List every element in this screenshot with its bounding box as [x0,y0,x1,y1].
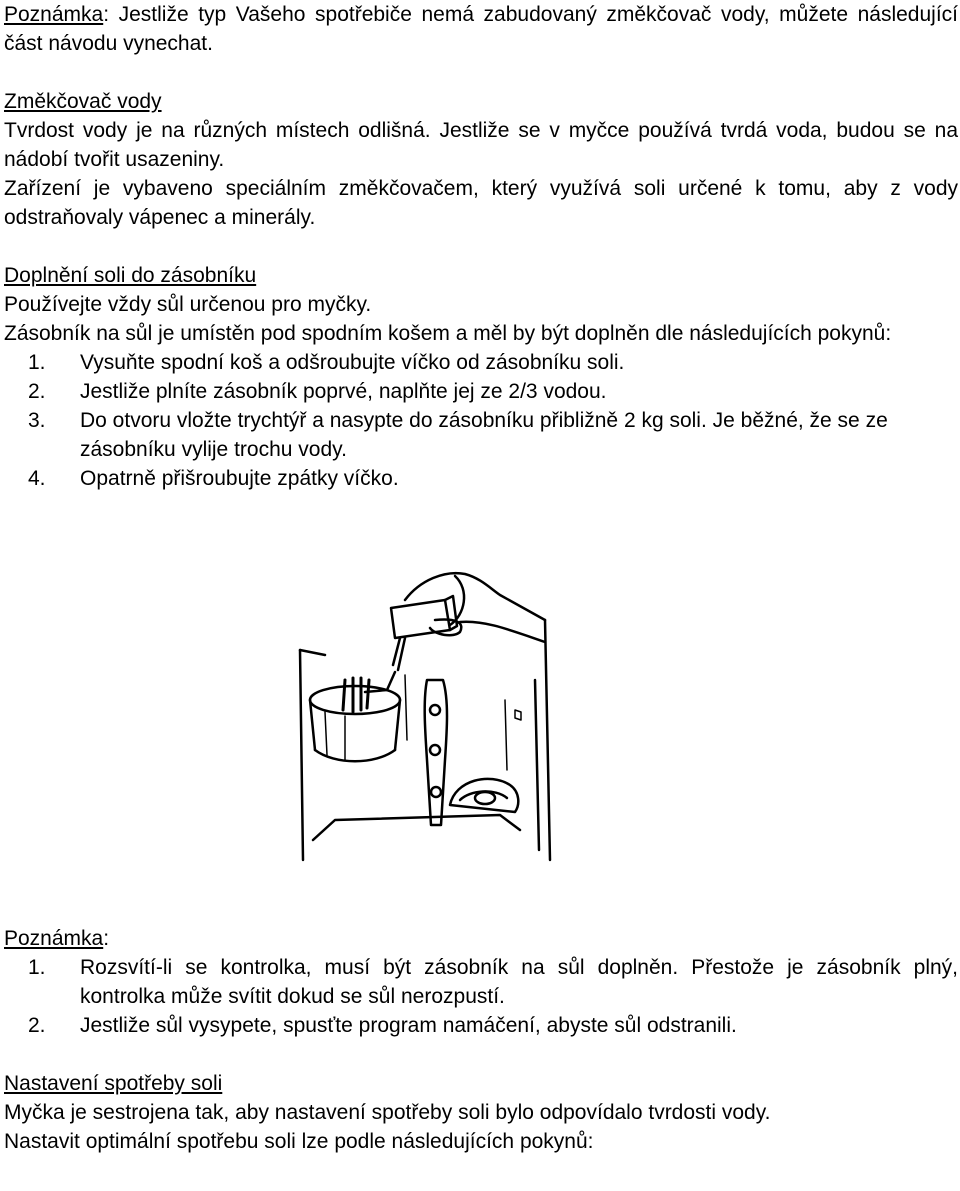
refill-steps [4,348,958,493]
intro-note [4,0,958,58]
list-item: 2. Jestliže plníte zásobník poprvé, naplňte jej ze 2/3 vodou. [28,380,607,403]
softener-paragraph-1: Tvrdost vody je na různých místech odlišná. Jestliže se v myčce používá tvrdá voda, budou se na nádobí tvořit usazeniny. [4,119,958,171]
note-label: Poznámka [4,3,104,26]
softener-heading: Změkčovač vody [4,90,162,113]
salt-refill-illustration [295,560,555,870]
refill-line-1: Používejte vždy sůl určenou pro myčky. [4,293,372,316]
consumption-paragraph-2: Nastavit optimální spotřebu soli lze podle následujících pokynů: [4,1130,594,1153]
softener-paragraph-2: Zařízení je vybaveno speciálním změkčovačem, který využívá soli určené k tomu, aby z vody odstraňovaly vápenec a minerály. [4,177,958,229]
spray-arm [425,680,447,825]
list-item: 2. Jestliže sůl vysypete, spusťte program namáčení, abyste sůl odstranili. [28,1014,737,1037]
refill-line-2: Zásobník na sůl je umístěn pod spodním košem a měl by být doplněn dle následujících pokynů: [4,322,892,345]
illustration-svg [295,560,555,870]
list-item: 4. Opatrně přišroubujte zpátky víčko. [28,467,399,490]
note-text: : Jestliže typ Vašeho spotřebiče nemá zabudovaný změkčovač vody, můžete následující část návodu vynechat. [4,3,958,55]
consumption-paragraph-1: Myčka je sestrojena tak, aby nastavení spotřeby soli bylo odpovídalo tvrdosti vody. [4,1101,771,1124]
list-item: 3. Do otvoru vložte trychtýř a nasypte do zásobníku přibližně 2 kg soli. Je běžné, že se ze zásobníku vylije trochu vody. [28,409,888,461]
filter-dome [450,779,518,812]
refill-heading: Doplnění soli do zásobníku [4,264,257,287]
note-2-heading: Poznámka: [4,927,110,950]
list-item: 1. Vysuňte spodní koš a odšroubujte víčko od zásobníku soli. [28,351,625,374]
list-item: 1. Rozsvítí-li se kontrolka, musí být zásobník na sůl doplněn. Přestože je zásobník plný, kontrolka může svítit dokud se sůl nerozpustí. [28,956,958,1008]
hand-outline [405,573,545,620]
note-2-list [4,953,958,1040]
consumption-heading: Nastavení spotřeby soli [4,1072,223,1095]
